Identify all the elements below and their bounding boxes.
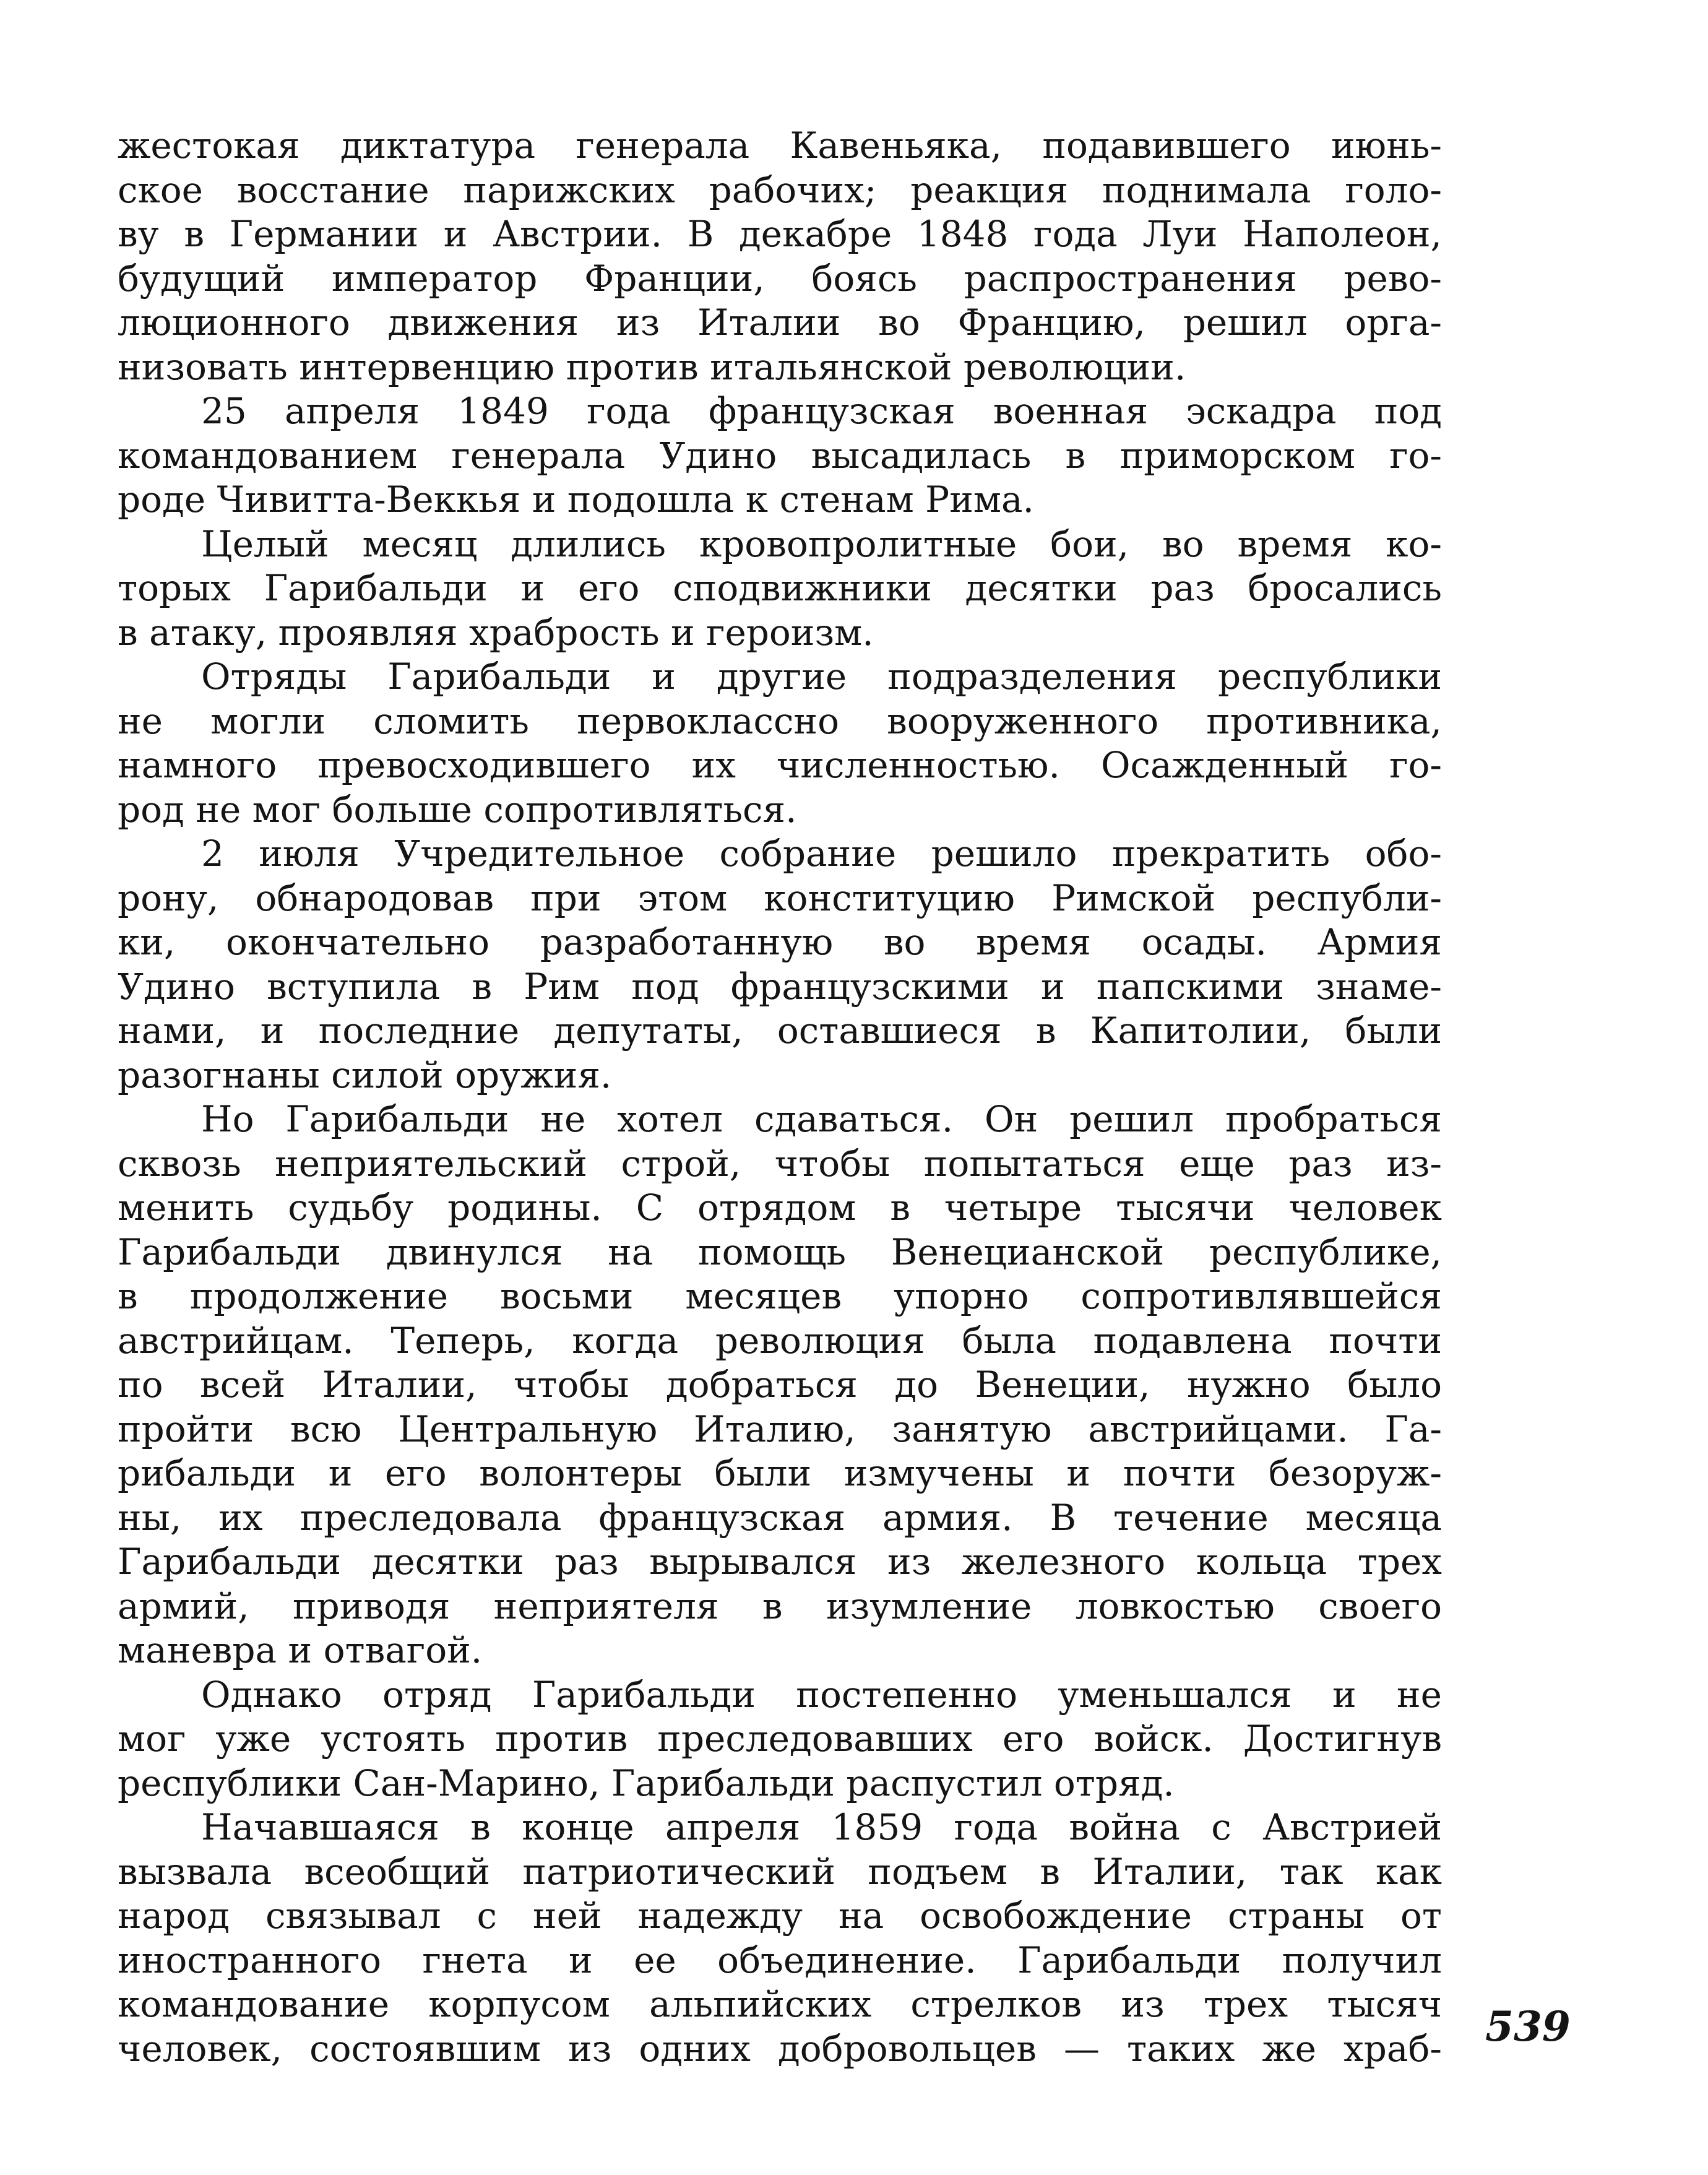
text-line: Отряды Гарибальди и другие подразделения республики <box>201 655 1442 698</box>
text-line: рибальди и его волонтеры были измучены и почти безоруж- <box>118 1452 1442 1494</box>
text-line: намного превосходившего их численностью. Осажденный го- <box>118 744 1442 786</box>
text-line: Целый месяц длились кровопролитные бои, во время ко- <box>201 522 1442 565</box>
text-line: в атаку, проявляя храбрость и героизм. <box>118 611 874 654</box>
text-line: Гарибальди двинулся на помощь Венецианской республике, <box>118 1230 1442 1273</box>
text-line: командование корпусом альпийских стрелков из трех тысяч <box>118 1983 1442 2025</box>
text-line: Начавшаяся в конце апреля 1859 года война с Австрией <box>201 1806 1442 1848</box>
text-line: сквозь неприятельский строй, чтобы попытаться еще раз из- <box>118 1142 1442 1185</box>
text-line: род не мог больше сопротивляться. <box>118 788 797 831</box>
text-line: жестокая диктатура генерала Кавеньяка, подавившего июнь- <box>118 124 1442 166</box>
text-line: ву в Германии и Австрии. В декабре 1848 года Луи Наполеон, <box>118 213 1442 255</box>
page-number: 539 <box>1485 2002 1571 2051</box>
text-line: 2 июля Учредительное собрание решило прекратить обо- <box>201 832 1442 875</box>
text-line: по всей Италии, чтобы добраться до Венеции, нужно было <box>118 1364 1442 1406</box>
text-line: народ связывал с ней надежду на освобождение страны от <box>118 1895 1442 1937</box>
text-line: Удино вступила в Рим под французскими и папскими знаме- <box>118 965 1442 1008</box>
text-line: рону, обнародовав при этом конституцию Римской республи- <box>118 876 1442 919</box>
text-line: республики Сан-Марино, Гарибальди распустил отряд. <box>118 1762 1175 1804</box>
text-line: менить судьбу родины. С отрядом в четыре тысячи человек <box>118 1187 1442 1229</box>
text-line: роде Чивитта-Веккья и подошла к стенам Рима. <box>118 478 1034 521</box>
text-line: в продолжение восьми месяцев упорно сопротивлявшейся <box>118 1275 1442 1317</box>
text-line: человек, состоявшим из одних добровольцев — таких же храб- <box>118 2027 1442 2070</box>
text-line: австрийцам. Теперь, когда революция была подавлена почти <box>118 1319 1442 1362</box>
text-line: пройти всю Центральную Италию, занятую австрийцами. Га- <box>118 1407 1442 1450</box>
text-line: ки, окончательно разработанную во время осады. Армия <box>118 921 1442 963</box>
body-text <box>118 124 1442 2071</box>
text-line: ское восстание парижских рабочих; реакция поднимала голо- <box>118 168 1442 211</box>
text-line: низовать интервенцию против итальянской революции. <box>118 345 1186 388</box>
text-line: будущий император Франции, боясь распространения рево- <box>118 257 1442 300</box>
text-line: 25 апреля 1849 года французская военная эскадра под <box>201 390 1442 432</box>
text-line: маневра и отвагой. <box>118 1629 483 1671</box>
text-line: иностранного гнета и ее объединение. Гарибальди получил <box>118 1939 1442 1981</box>
text-line: вызвала всеобщий патриотический подъем в Италии, так как <box>118 1850 1442 1893</box>
text-line: командованием генерала Удино высадилась в приморском го- <box>118 434 1442 477</box>
text-line: нами, и последние депутаты, оставшиеся в Капитолии, были <box>118 1010 1442 1052</box>
text-line: люционного движения из Италии во Францию, решил орга- <box>118 301 1442 344</box>
text-line: разогнаны силой оружия. <box>118 1053 612 1096</box>
text-line: Но Гарибальди не хотел сдаваться. Он решил пробраться <box>201 1098 1442 1140</box>
text-line: Гарибальди десятки раз вырывался из железного кольца трех <box>118 1541 1442 1583</box>
text-line: не могли сломить первоклассно вооруженного противника, <box>118 699 1442 742</box>
text-line: армий, приводя неприятеля в изумление ловкостью своего <box>118 1585 1442 1627</box>
text-line: торых Гарибальди и его сподвижники десятки раз бросались <box>118 567 1442 609</box>
text-line: Однако отряд Гарибальди постепенно уменьшался и не <box>201 1673 1442 1716</box>
text-line: мог уже устоять против преследовавших его войск. Достигнув <box>118 1718 1442 1760</box>
text-line: ны, их преследовала французская армия. В течение месяца <box>118 1496 1442 1539</box>
